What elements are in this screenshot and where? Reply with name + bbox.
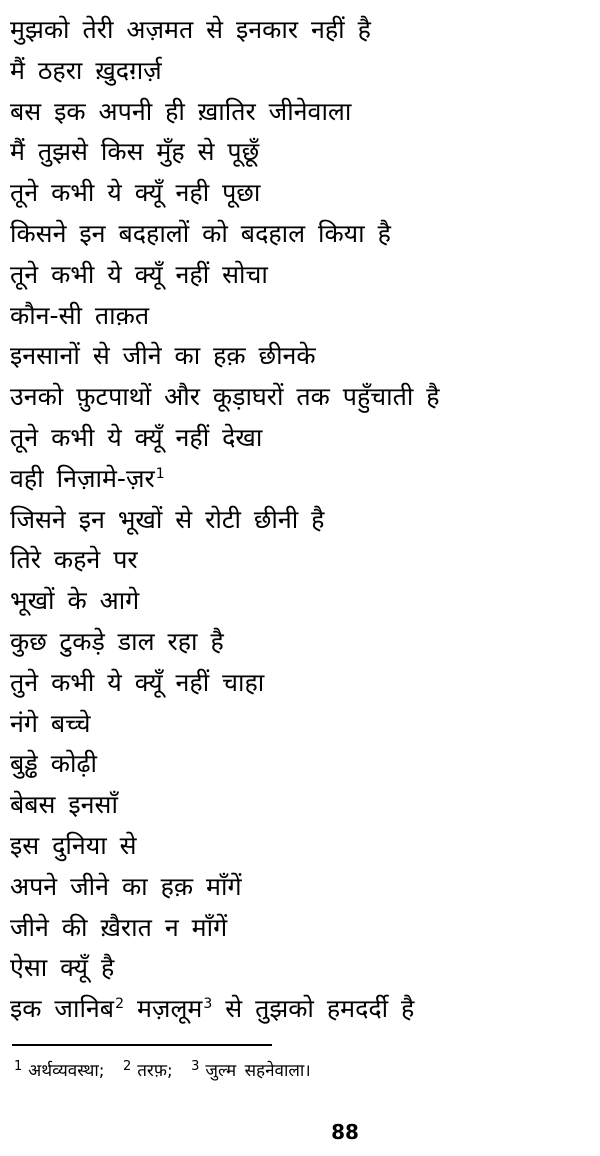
footnote-marker: 1 [155, 465, 165, 482]
poem-line-text: मज़लूम [124, 994, 203, 1024]
poem-line-text: बुड्ढे कोढ़ी [10, 749, 97, 779]
poem-line-text: तूने कभी ये क्यूँ नहीं सोचा [10, 259, 268, 289]
poem-line-text: इस दुनिया से [10, 830, 137, 860]
poem-line [10, 459, 590, 500]
poem-line [10, 377, 590, 418]
footnote-number: 3 [191, 1059, 200, 1074]
poem-line [10, 10, 590, 51]
poem-line [10, 744, 590, 785]
footnote-marker: 3 [203, 996, 213, 1013]
page-number: 88 [331, 1120, 359, 1144]
poem-line [10, 663, 590, 704]
poem-line-text: से तुझको हमदर्दी है [212, 994, 415, 1024]
poem-line-text: भूखों के आगे [10, 586, 140, 616]
poem-line-text: कौन-सी ताक़त [10, 300, 150, 330]
poem-line-text: नंगे बच्चे [10, 708, 91, 738]
footnotes [14, 1058, 311, 1081]
poem-line-text: वही निज़ामे-ज़र [10, 463, 155, 493]
poem-line-text: ऐसा क्यूँ है [10, 953, 115, 983]
footnote-text: तरफ़; [137, 1061, 173, 1081]
poem-line [10, 336, 590, 377]
poem-line [10, 500, 590, 541]
poem-line-text: कुछ टुकड़े डाल रहा है [10, 626, 224, 656]
footnote [191, 1061, 311, 1081]
poem-line [10, 214, 590, 255]
poem-line-text: जीने की ख़ैरात न माँगें [10, 912, 228, 942]
poem-line-text: उनको फ़ुटपाथों और कूड़ाघरों तक पहुँचाती है [10, 382, 440, 412]
poem-line-text: इनसानों से जीने का हक़ छीनके [10, 341, 316, 371]
footnote [123, 1061, 173, 1081]
poem-line [10, 255, 590, 296]
poem-line [10, 704, 590, 745]
poem-line-text: बस इक अपनी ही ख़ातिर जीनेवाला [10, 96, 352, 126]
poem-line-text: तुने कभी ये क्यूँ नहीं चाहा [10, 667, 265, 697]
poem-line-text: मैं तुझसे किस मुँह से पूछूँ [10, 137, 260, 167]
poem-line [10, 92, 590, 133]
poem-line [10, 622, 590, 663]
poem-line [10, 132, 590, 173]
footnote-text: जुल्म सहनेवाला। [205, 1061, 311, 1081]
poem-line-text: अपने जीने का हक़ माँगें [10, 871, 242, 901]
poem-line-text: तिरे कहने पर [10, 545, 138, 575]
poem-line-text: जिसने इन भूखों से रोटी छीनी है [10, 504, 325, 534]
poem-line-text: बेबस इनसाँ [10, 790, 118, 820]
footnote-divider [12, 1044, 272, 1046]
poem-line-text: मैं ठहरा ख़ुदग़र्ज़ [10, 55, 162, 85]
poem-line [10, 173, 590, 214]
poem-line [10, 540, 590, 581]
poem-body [10, 10, 590, 1030]
poem-line [10, 989, 590, 1030]
footnote [14, 1061, 105, 1081]
poem-line [10, 948, 590, 989]
poem-line-text: तूने कभी ये क्यूँ नहीं देखा [10, 422, 263, 452]
poem-line [10, 826, 590, 867]
poem-line-text: तूने कभी ये क्यूँ नही पूछा [10, 178, 261, 208]
poem-line [10, 296, 590, 337]
poem-line [10, 581, 590, 622]
poem-line [10, 418, 590, 459]
footnote-text: अर्थव्यवस्था; [28, 1061, 105, 1081]
poem-line [10, 785, 590, 826]
footnote-number: 2 [122, 1059, 132, 1074]
poem-line [10, 51, 590, 92]
poem-line-text: किसने इन बदहालों को बदहाल किया है [10, 218, 391, 248]
poem-line [10, 908, 590, 949]
poem-line [10, 867, 590, 908]
footnote-marker: 2 [115, 996, 124, 1013]
poem-line-text: मुझको तेरी अज़मत से इनकार नहीं है [10, 15, 371, 44]
footnote-number: 1 [14, 1059, 23, 1074]
poem-line-text: इक जानिब [10, 994, 115, 1024]
